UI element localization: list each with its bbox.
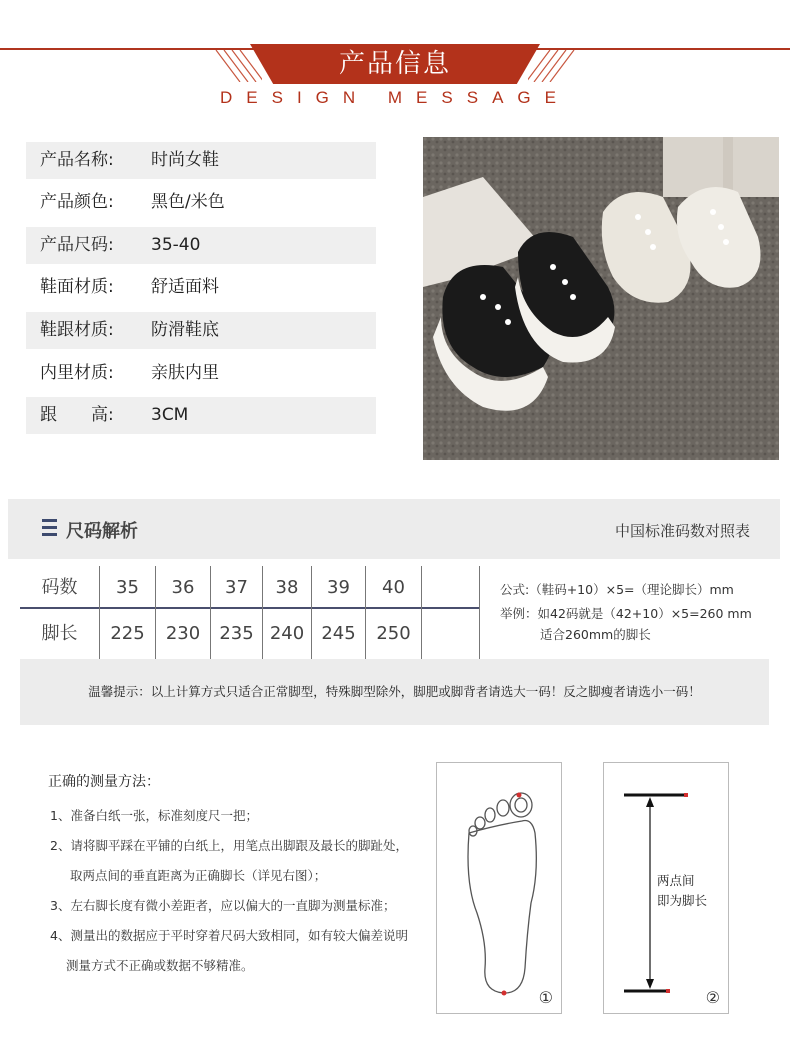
table-cell-length: 235	[219, 623, 254, 644]
figure-label: 即为脚长	[657, 893, 708, 908]
info-label: 产品尺码:	[40, 235, 114, 255]
table-row-label-size: 码数	[41, 577, 78, 598]
product-photo	[423, 137, 779, 460]
figure-foot-box	[436, 762, 562, 1014]
info-row-size	[26, 227, 376, 264]
info-label: 鞋面材质:	[40, 277, 114, 297]
info-row-lining	[26, 355, 376, 392]
measure-step: 1、准备白纸一张，标准刻度尺一把；	[50, 808, 258, 823]
table-cell-size: 37	[225, 577, 248, 598]
measure-step: 取两点间的垂直距离为正确脚长（详见右图）；	[70, 868, 327, 883]
info-value: 舒适面料	[151, 277, 219, 297]
info-row-upper	[26, 269, 376, 306]
formula-note: 适合260mm的脚长	[540, 627, 651, 642]
info-label: 跟 高:	[40, 405, 114, 425]
table-cell-length: 225	[110, 623, 145, 644]
info-label: 鞋跟材质:	[40, 320, 114, 340]
info-value: 3CM	[151, 405, 189, 425]
table-cell-size: 35	[116, 577, 139, 598]
measure-step: 3、左右脚长度有微小差距者，应以偏大的一直脚为测量标准；	[50, 898, 396, 913]
info-row-heel-height	[26, 397, 376, 434]
table-cell-length: 250	[376, 623, 411, 644]
info-value: 亲肤内里	[151, 363, 219, 383]
info-row-color	[26, 184, 376, 221]
table-cell-size: 36	[171, 577, 195, 598]
info-value: 防滑鞋底	[151, 320, 219, 340]
measure-heading: 正确的测量方法：	[48, 774, 160, 790]
figure-number: ②	[705, 988, 720, 1007]
info-row-name	[26, 142, 376, 179]
figure-label: 两点间	[657, 873, 695, 888]
info-label: 产品名称:	[40, 150, 114, 170]
table-row-label-length: 脚长	[41, 623, 78, 644]
table-cell-size: 38	[275, 577, 299, 598]
foot-outline-icon	[437, 763, 561, 1013]
measure-step: 4、测量出的数据应于平时穿着尺码大致相同，如有较大偏差说明	[50, 928, 408, 943]
info-row-heel-material	[26, 312, 376, 349]
table-cell-size: 40	[382, 577, 405, 598]
table-cell-length: 230	[165, 623, 201, 644]
table-cell-size: 39	[327, 577, 350, 598]
size-section-title: 尺码解析	[66, 521, 138, 542]
info-value: 35-40	[151, 235, 201, 255]
table-vline	[479, 566, 480, 660]
table-cell-length: 245	[321, 623, 356, 644]
tip-text: 温馨提示：以上计算方式只适合正常脚型，特殊脚型除外，脚肥或脚背者请选大一码！反之脚瘦者请选小一码！	[88, 684, 701, 699]
menu-icon	[42, 519, 57, 538]
table-cell-length: 240	[269, 623, 305, 644]
table-vline	[421, 566, 422, 660]
size-chart-caption: 中国标准码数对照表	[614, 522, 750, 540]
page-subtitle: DESIGN MESSAGE	[220, 88, 570, 107]
formula-example: 举例：如42码就是（42+10）×5=260 mm	[500, 606, 752, 621]
info-value: 时尚女鞋	[151, 150, 219, 170]
info-label: 产品颜色:	[40, 192, 114, 212]
measure-step: 2、请将脚平踩在平铺的白纸上，用笔点出脚跟及最长的脚趾处，	[50, 838, 408, 853]
info-value: 黑色/米色	[151, 192, 225, 212]
info-label: 内里材质:	[40, 363, 114, 383]
page-title: 产品信息	[338, 49, 451, 79]
figure-measure-box	[603, 762, 729, 1014]
measure-step: 测量方式不正确或数据不够精准。	[66, 958, 254, 973]
figure-number: ①	[538, 988, 553, 1007]
formula-line: 公式:（鞋码+10）×5=（理论脚长）mm	[500, 582, 734, 597]
